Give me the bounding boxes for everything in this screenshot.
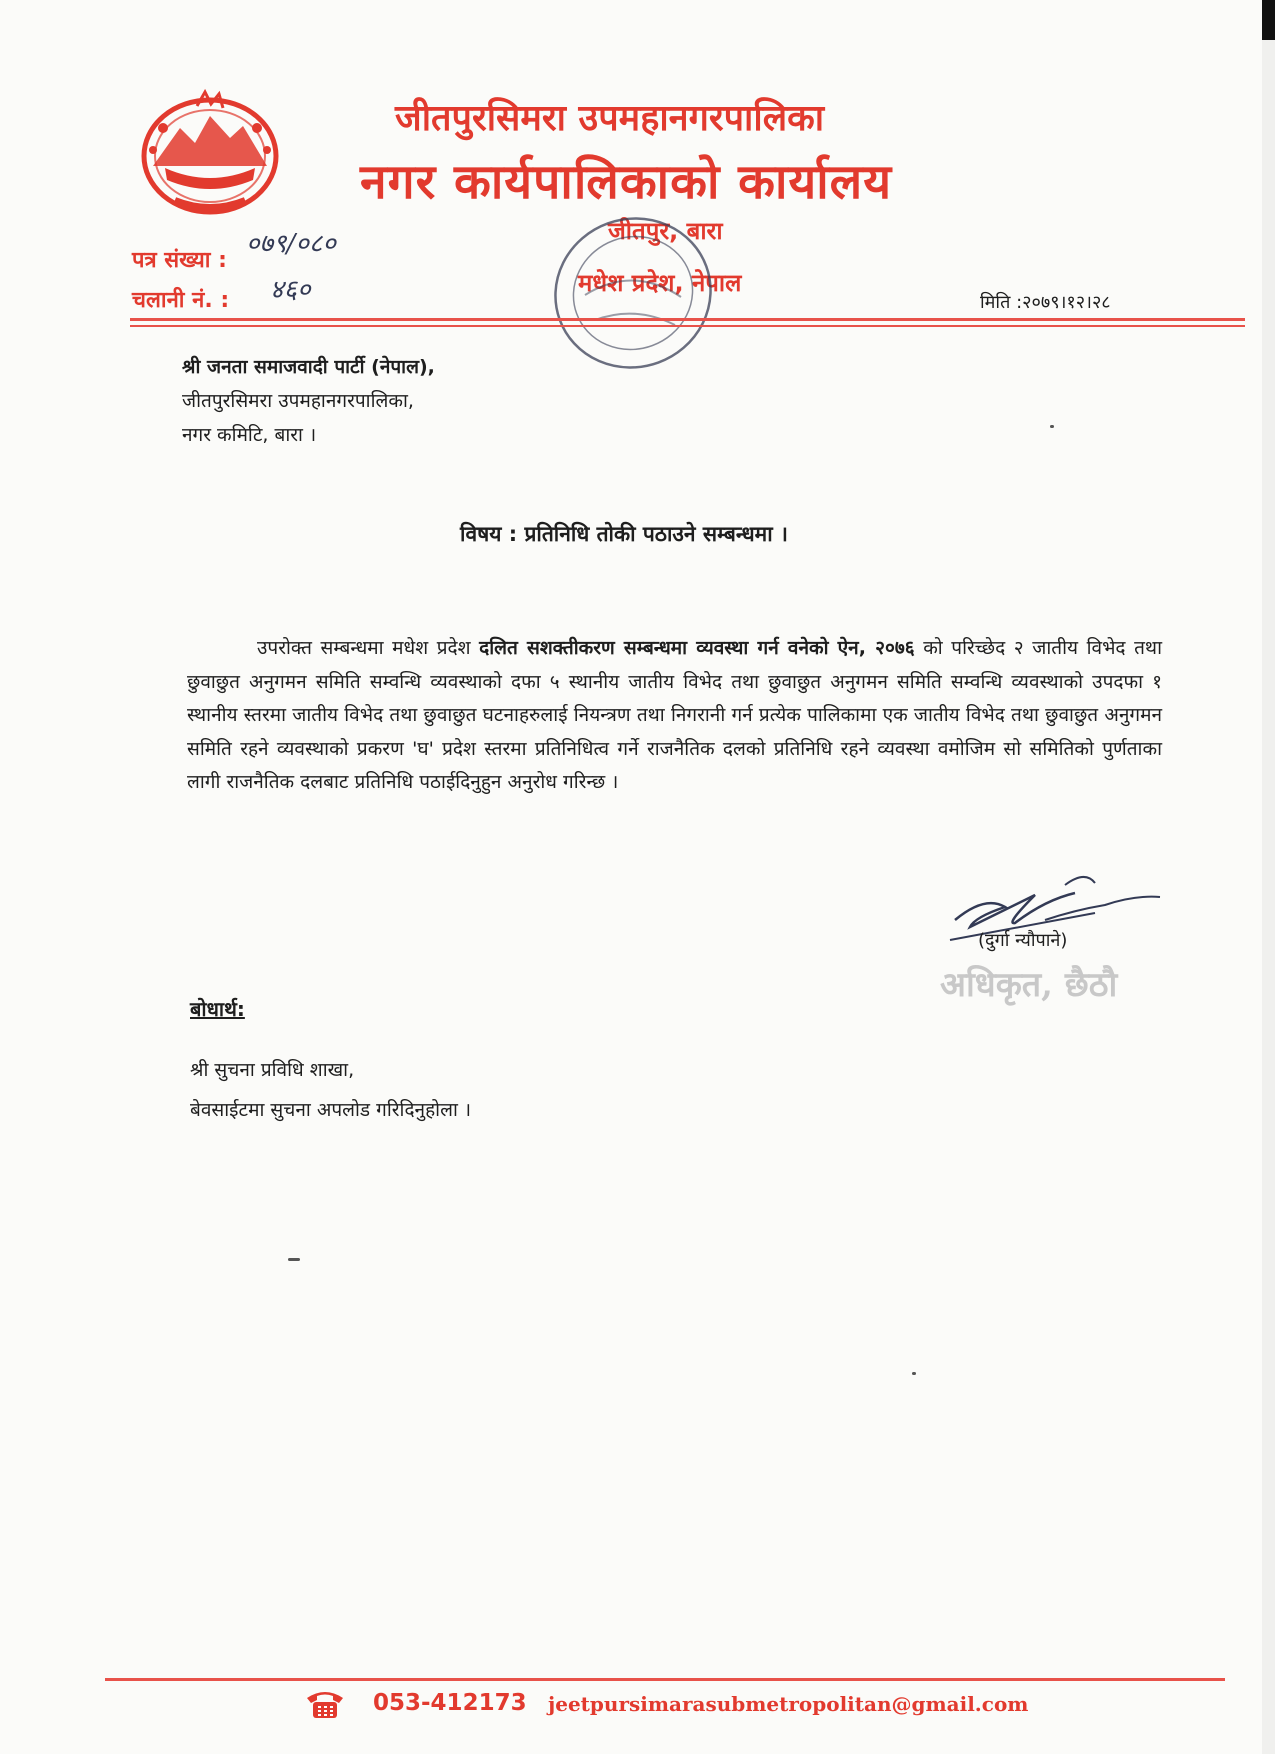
body-act-name: दलित सशक्तीकरण सम्बन्धमा व्यवस्था गर्न वनेको ऐन, २०७६ [479, 637, 915, 659]
address-province: मधेश प्रदेश, नेपाल [578, 269, 742, 297]
designation-stamp: अधिकृत, छैठौ [940, 965, 1118, 1005]
letter-date: मिति :२०७९।१२।२८ [980, 292, 1111, 313]
footer-phone: 053-412173 [373, 1690, 527, 1716]
cc-list [190, 1050, 471, 1130]
nepal-emblem-logo [135, 88, 285, 218]
dispatch-number-value: ४६० [270, 275, 311, 305]
address-city: जीतपुर, बारा [608, 217, 723, 245]
recipient-address [182, 350, 435, 452]
letter-number-label: पत्र संख्या : [132, 248, 227, 273]
signatory-name: (दुर्गा न्यौपाने) [978, 930, 1068, 951]
office-title: नगर कार्यपालिकाको कार्यालय [360, 154, 893, 210]
cc-line: बेवसाईटमा सुचना अपलोड गरिदिनुहोला । [190, 1099, 472, 1121]
letter-subject: विषय : प्रतिनिधि तोकी पठाउने सम्बन्धमा । [460, 522, 788, 546]
scan-edge [1262, 0, 1275, 1754]
office-name: जीतपुरसिमरा उपमहानगरपालिका [395, 98, 825, 139]
scan-speck [912, 1372, 916, 1375]
cc-heading: बोधार्थ: [190, 997, 245, 1021]
header-divider [130, 318, 1245, 321]
telephone-icon [305, 1688, 345, 1720]
recipient-line: श्री जनता समाजवादी पार्टी (नेपाल), [182, 356, 435, 378]
body-text: को परिच्छेद २ जातीय विभेद तथा छुवाछुत अनुगमन समिति सम्वन्धि व्यवस्थाको दफा ५ स्थानीय जातीय विभेद तथा छुवाछुत अनुगमन समिति सम्वन्धि व्यवस्थाको उपदफा १ स्थानीय स्तरमा जातीय विभेद तथा छुवाछुत घटनाहरुलाई नियन्त्रण तथा निगरानी गर्न प्रत्येक पालिकामा एक जातीय विभेद तथा छुवाछुत अनुगमन समिति रहने व्यवस्थाको प्रकरण 'घ' प्रदेश स्तरमा प्रतिनिधित्व गर्ने राजनैतिक दलको प्रतिनिधि रहने व्यवस्था वमोजिम सो समितिको पुर्णताका लागी राजनैतिक दलबाट प्रतिनिधि पठाईदिनुहुन अनुरोध गरिन्छ । [187, 637, 1162, 793]
scan-speck [1050, 425, 1054, 428]
dispatch-number-label: चलानी नं. : [132, 288, 230, 313]
body-text: उपरोक्त सम्बन्धमा मधेश प्रदेश [257, 637, 480, 659]
recipient-line: नगर कमिटि, बारा । [182, 424, 317, 446]
recipient-line: जीतपुरसिमरा उपमहानगरपालिका, [182, 390, 414, 412]
footer-email: jeetpursimarasubmetropolitan@gmail.com [548, 1692, 1029, 1716]
footer-divider [105, 1678, 1225, 1681]
letter-number-value: ०७९/०८० [246, 229, 336, 259]
header-divider-thin [130, 325, 1245, 327]
letter-body [187, 632, 1162, 800]
scan-speck [288, 1258, 300, 1261]
office-seal-stamp [545, 205, 720, 380]
cc-line: श्री सुचना प्रविधि शाखा, [190, 1059, 355, 1081]
